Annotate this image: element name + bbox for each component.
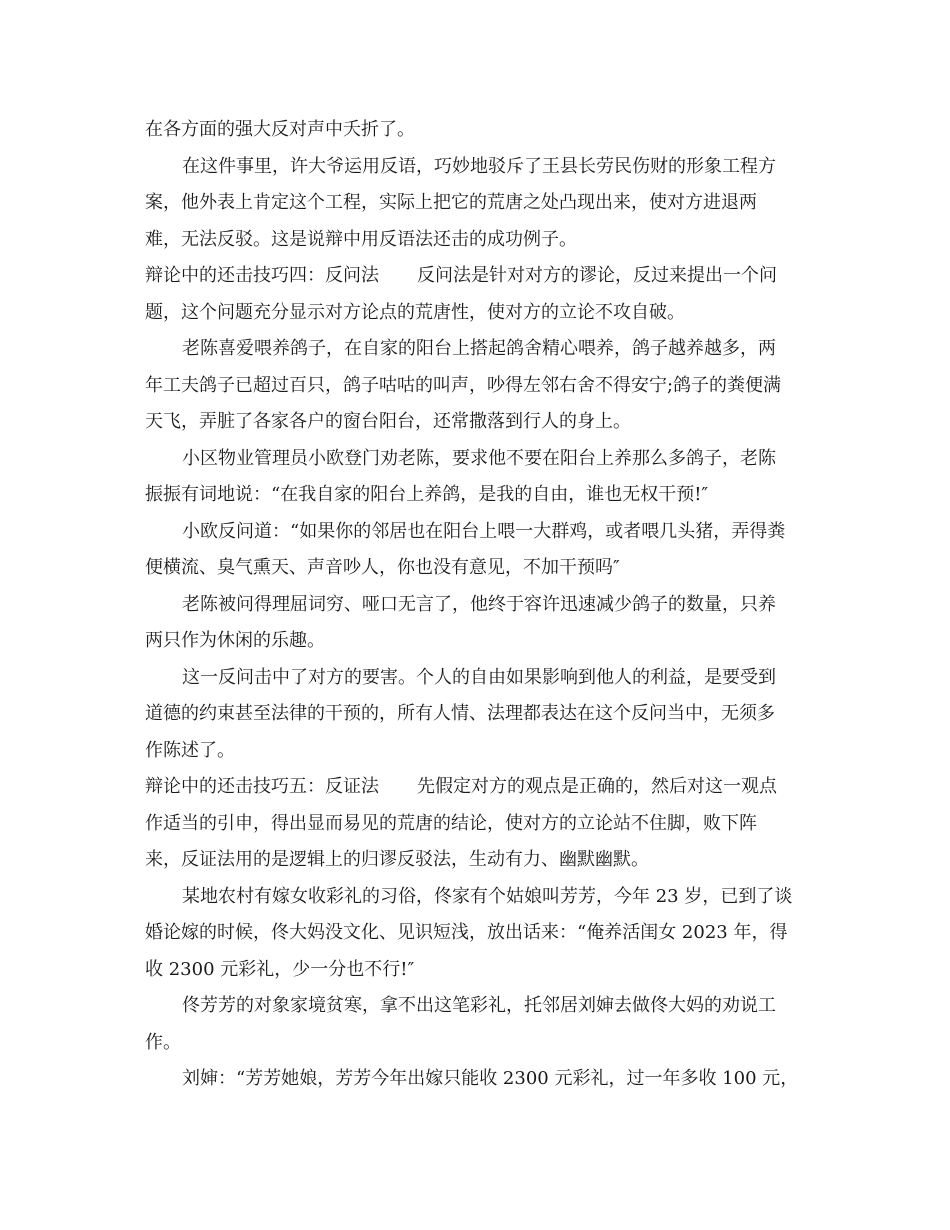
text-line: 收 2300 元彩礼，少一分也不行!″ <box>145 958 415 980</box>
text-line: 小区物业管理员小欧登门劝老陈，要求他不要在阳台上养那么多鸽子，老陈 <box>182 447 776 469</box>
text-line: 老陈喜爱喂养鸽子，在自家的阳台上搭起鸽舍精心喂养，鸽子越养越多，两 <box>182 338 776 359</box>
section-text: 反问法是针对对方的谬论，反过来提出一个问 <box>417 265 777 286</box>
text-line: 来，反证法用的是逻辑上的归谬反驳法，生动有力、幽默幽默。 <box>145 849 649 870</box>
text-line: 佟芳芳的对象家境贫寒，拿不出这笔彩礼，托邻居刘婶去做佟大妈的劝说工 <box>182 995 776 1016</box>
text-line: 年工夫鸽子已超过百只，鸽子咕咕的叫声，吵得左邻右舍不得安宁;鸽子的粪便满 <box>145 374 782 396</box>
text-line: 小欧反问道：“如果你的邻居也在阳台上喂一大群鸡，或者喂几头猪，弄得粪 <box>182 520 786 542</box>
text-line: 天飞，弄脏了各家各户的窗台阳台，还常撒落到行人的身上。 <box>145 411 631 432</box>
text-line: 道德的约束甚至法律的干预的，所有人情、法理都表达在这个反问当中，无须多 <box>145 703 775 724</box>
text-line: 便横流、臭气熏天、声音吵人，你也没有意见，不加干预吗″ <box>145 557 620 578</box>
text-line: 题，这个问题充分显示对方论点的荒唐性，使对方的立论不攻自破。 <box>145 301 685 323</box>
section-heading-line <box>145 258 810 295</box>
text-line: 作适当的引申，得出显而易见的荒唐的结论，使对方的立论站不住脚，败下阵 <box>145 812 757 834</box>
text-line: 振振有词地说：“在我自家的阳台上养鸽，是我的自由，谁也无权干预!″ <box>145 484 709 505</box>
text-line: 刘婶：“芳芳她娘，芳芳今年出嫁只能收 2300 元彩礼，过一年多收 100 元， <box>182 1068 799 1089</box>
text-line: 案，他外表上肯定这个工程，实际上把它的荒唐之处凸现出来，使对方进退两 <box>145 192 757 213</box>
text-line: 在各方面的强大反对声中夭折了。 <box>145 119 415 140</box>
text-line: 婚论嫁的时候，佟大妈没文化、见识短浅，放出话来：“俺养活闺女 2023 年，得 <box>145 922 788 943</box>
text-line: 这一反问击中了对方的要害。个人的自由如果影响到他人的利益，是要受到 <box>182 666 776 688</box>
text-line: 难，无法反驳。这是说辩中用反语法还击的成功例子。 <box>145 228 577 250</box>
section-title: 辩论中的还击技巧五：反证法 <box>145 776 379 797</box>
document-page <box>145 112 810 1098</box>
text-line: 作。 <box>145 1031 181 1053</box>
text-line: 在这件事里，许大爷运用反语，巧妙地驳斥了王县长劳民伤财的形象工程方 <box>182 155 776 177</box>
text-line: 某地农村有嫁女收彩礼的习俗，佟家有个姑娘叫芳芳，今年 23 岁，已到了谈 <box>182 885 793 907</box>
section-text: 先假定对方的观点是正确的，然后对这一观点 <box>417 776 777 797</box>
section-heading-line <box>145 769 810 806</box>
text-line: 两只作为休闲的乐趣。 <box>145 630 325 651</box>
text-line: 老陈被问得理屈词穷、哑口无言了，他终于容许迅速减少鸽子的数量，只养 <box>182 593 776 615</box>
section-title: 辩论中的还击技巧四：反问法 <box>145 265 379 286</box>
text-line: 作陈述了。 <box>145 739 235 761</box>
